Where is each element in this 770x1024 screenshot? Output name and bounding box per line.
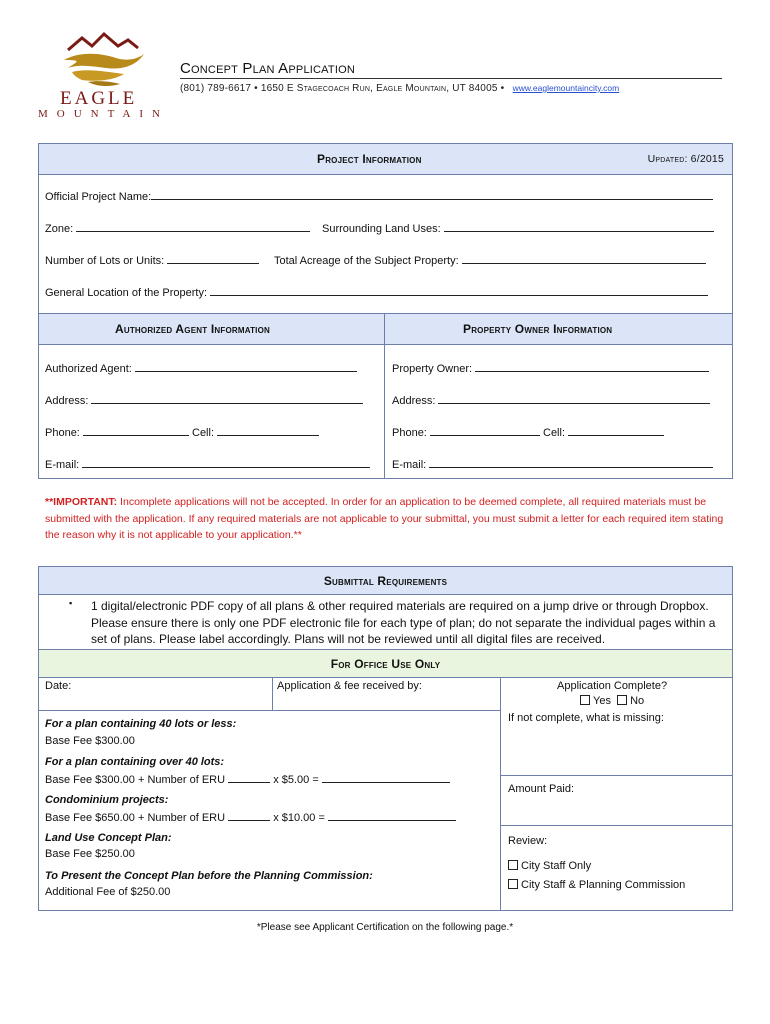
no-checkbox[interactable] — [617, 695, 627, 705]
fee3-calculation[interactable]: Base Fee $650.00 + Number of ERU x $10.00 = — [45, 810, 456, 824]
submittal-requirements-section — [38, 566, 733, 650]
fee1-detail: Base Fee $300.00 — [45, 735, 135, 747]
project-information-header — [39, 144, 732, 175]
logo-mountain-text: MOUNTAIN — [38, 108, 170, 120]
number-of-lots-field[interactable]: Number of Lots or Units: — [45, 253, 259, 267]
eagle-mountain-logo — [38, 30, 172, 122]
divider-row — [39, 710, 500, 711]
important-notice: **IMPORTANT: Incomplete applications will not be accepted. In order for an application to be deemed complete, all required materials must be submitted with the application. If any required materials are not applicable to your submittal, you must submit a letter for each required item stating the reason why it is not applicable to your application.** — [45, 496, 724, 541]
yes-label: Yes — [593, 695, 611, 707]
divider-date — [272, 677, 273, 710]
divider-amount — [500, 775, 732, 776]
fee5-detail: Additional Fee of $250.00 — [45, 886, 171, 898]
authorized-agent-heading: Authorized Agent Information — [115, 322, 270, 336]
eagle-emblem-icon — [58, 30, 148, 88]
property-owner-heading: Property Owner Information — [463, 322, 613, 336]
owner-phone-field[interactable]: Phone: Cell: — [392, 425, 664, 439]
official-project-name-field[interactable]: Official Project Name: — [45, 189, 713, 203]
office-use-heading: For Office Use Only — [330, 657, 441, 671]
property-owner-field[interactable]: Property Owner: — [392, 361, 709, 375]
agent-owner-header — [39, 314, 732, 345]
application-complete-label: Application Complete? — [557, 680, 668, 692]
submittal-requirements-header — [39, 567, 732, 595]
surrounding-land-uses-field[interactable]: Surrounding Land Uses: — [322, 221, 714, 235]
review-city-staff-option[interactable]: City Staff Only — [508, 860, 591, 872]
website-link[interactable]: www.eaglemountaincity.com — [512, 83, 620, 93]
owner-email-field[interactable]: E-mail: — [392, 457, 713, 471]
project-information-heading: Project Information — [317, 152, 422, 166]
general-location-field[interactable]: General Location of the Property: — [45, 285, 708, 299]
submittal-requirements-heading: Submittal Requirements — [323, 574, 448, 588]
divider-review — [500, 825, 732, 826]
city-staff-checkbox[interactable] — [508, 860, 518, 870]
bullet-icon: ▪ — [69, 598, 73, 608]
column-divider — [384, 314, 385, 478]
review-planning-commission-option[interactable]: City Staff & Planning Commission — [508, 879, 685, 891]
page-title: Concept Plan Application — [180, 60, 722, 79]
review-label: Review: — [508, 835, 548, 847]
fee-received-by-field[interactable]: Application & fee received by: — [277, 680, 422, 692]
fee4-title: Land Use Concept Plan: — [45, 832, 172, 844]
office-use-header — [39, 650, 732, 678]
amount-paid-field[interactable]: Amount Paid: — [508, 783, 575, 795]
zone-field[interactable]: Zone: — [45, 221, 310, 235]
fee3-title: Condominium projects: — [45, 794, 169, 806]
divider-right-column — [500, 677, 501, 910]
submittal-requirement-item: 1 digital/electronic PDF copy of all plans & other required materials are required on a jump drive or through Dropbox. Please ensure there is only one PDF electronic file for each type of plan; do not separate the individual pages within a set of plans. Please label accordingly. Plans will not be reviewed until all digital files are received. — [91, 599, 716, 646]
fee2-calculation[interactable]: Base Fee $300.00 + Number of ERU x $5.00 = — [45, 772, 450, 786]
fee1-title: For a plan containing 40 lots or less: — [45, 718, 237, 730]
complete-options — [580, 695, 644, 707]
no-label: No — [630, 695, 645, 707]
footer-note: *Please see Applicant Certification on the following page.* — [256, 922, 514, 933]
missing-items-field[interactable]: If not complete, what is missing: — [508, 712, 664, 724]
date-field[interactable]: Date: — [45, 680, 72, 692]
contact-address: (801) 789-6617 • 1650 E Stagecoach Run, Eagle Mountain, UT 84005 • — [180, 83, 505, 94]
authorized-agent-field[interactable]: Authorized Agent: — [45, 361, 357, 375]
updated-date: Updated: 6/2015 — [647, 153, 724, 165]
fee4-detail: Base Fee $250.00 — [45, 848, 135, 860]
agent-email-field[interactable]: E-mail: — [45, 457, 370, 471]
agent-phone-field[interactable]: Phone: Cell: — [45, 425, 319, 439]
fee5-title: To Present the Concept Plan before the Planning Commission: — [45, 870, 373, 882]
yes-checkbox[interactable] — [580, 695, 590, 705]
agent-address-field[interactable]: Address: — [45, 393, 363, 407]
planning-commission-checkbox[interactable] — [508, 879, 518, 889]
owner-address-field[interactable]: Address: — [392, 393, 710, 407]
fee2-title: For a plan containing over 40 lots: — [45, 756, 225, 768]
logo-eagle-text: EAGLE — [60, 88, 138, 109]
total-acreage-field[interactable]: Total Acreage of the Subject Property: — [274, 253, 706, 267]
contact-info — [180, 83, 619, 94]
